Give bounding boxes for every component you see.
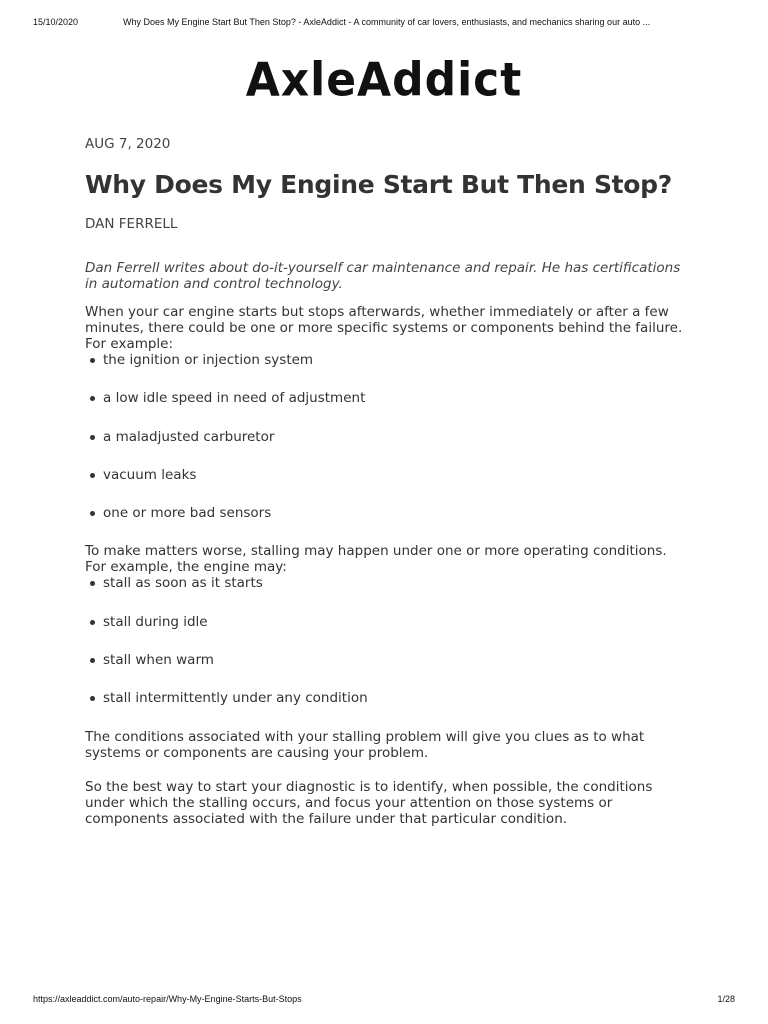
bullet-icon bbox=[90, 396, 95, 401]
list-item bbox=[85, 429, 685, 445]
page-number: 1/28 bbox=[717, 994, 735, 1004]
list-item-text: vacuum leaks bbox=[103, 466, 197, 483]
bullet-icon bbox=[90, 696, 95, 701]
conditions-paragraph: To make matters worse, stalling may happen under one or more operating conditions. For example, the engine may: bbox=[85, 543, 667, 576]
page-url[interactable]: https://axleaddict.com/auto-repair/Why-My-Engine-Starts-But-Stops bbox=[33, 994, 302, 1004]
bullet-icon bbox=[90, 473, 95, 478]
bullet-icon bbox=[90, 581, 95, 586]
article-date: AUG 7, 2020 bbox=[85, 136, 171, 152]
list-item bbox=[85, 575, 685, 591]
article bbox=[85, 136, 685, 827]
list-item bbox=[85, 352, 685, 368]
list-item-text: stall intermittently under any condition bbox=[103, 690, 368, 707]
print-page-title: Why Does My Engine Start But Then Stop? - AxleAddict - A community of car lovers, enthusiasts, and mechanics sharing our auto ... bbox=[123, 17, 651, 27]
bullet-icon bbox=[90, 435, 95, 440]
bullet-icon bbox=[90, 511, 95, 516]
list-item-text: a low idle speed in need of adjustment bbox=[103, 390, 366, 407]
conditions-list bbox=[85, 575, 685, 706]
list-item-text: stall when warm bbox=[103, 652, 214, 669]
bullet-icon bbox=[90, 620, 95, 625]
list-item-text: the ignition or injection system bbox=[103, 352, 314, 368]
list-item bbox=[85, 505, 685, 521]
site-logo[interactable] bbox=[0, 55, 768, 106]
list-item bbox=[85, 690, 685, 706]
intro-paragraph: When your car engine starts but stops afterwards, whether immediately or after a few minutes, there could be one or more specific systems or components behind the failure. For example: bbox=[85, 304, 683, 352]
diagnostic-paragraph: So the best way to start your diagnostic is to identify, when possible, the conditions under which the stalling occurs, and focus your attention on those systems or components associated with the failure under that particular condition. bbox=[85, 778, 653, 827]
list-item-text: one or more bad sensors bbox=[103, 505, 272, 522]
list-item bbox=[85, 652, 685, 668]
list-item bbox=[85, 390, 685, 406]
causes-list bbox=[85, 352, 685, 521]
bullet-icon bbox=[90, 358, 95, 363]
list-item bbox=[85, 467, 685, 483]
print-date: 15/10/2020 bbox=[33, 17, 79, 27]
list-item-text: a maladjusted carburetor bbox=[103, 428, 275, 445]
list-item-text: stall during idle bbox=[103, 613, 208, 630]
article-title: Why Does My Engine Start But Then Stop? bbox=[85, 170, 672, 199]
list-item bbox=[85, 614, 685, 630]
author-bio: Dan Ferrell writes about do-it-yourself car maintenance and repair. He has certifications in automation and control technology. bbox=[85, 260, 681, 292]
list-item-text: stall as soon as it starts bbox=[103, 575, 263, 592]
author-name[interactable]: DAN FERRELL bbox=[85, 216, 178, 232]
clues-paragraph: The conditions associated with your stalling problem will give you clues as to what systems or components are causing your problem. bbox=[85, 728, 645, 761]
logo-text: AxleAddict bbox=[245, 53, 523, 108]
bullet-icon bbox=[90, 658, 95, 663]
